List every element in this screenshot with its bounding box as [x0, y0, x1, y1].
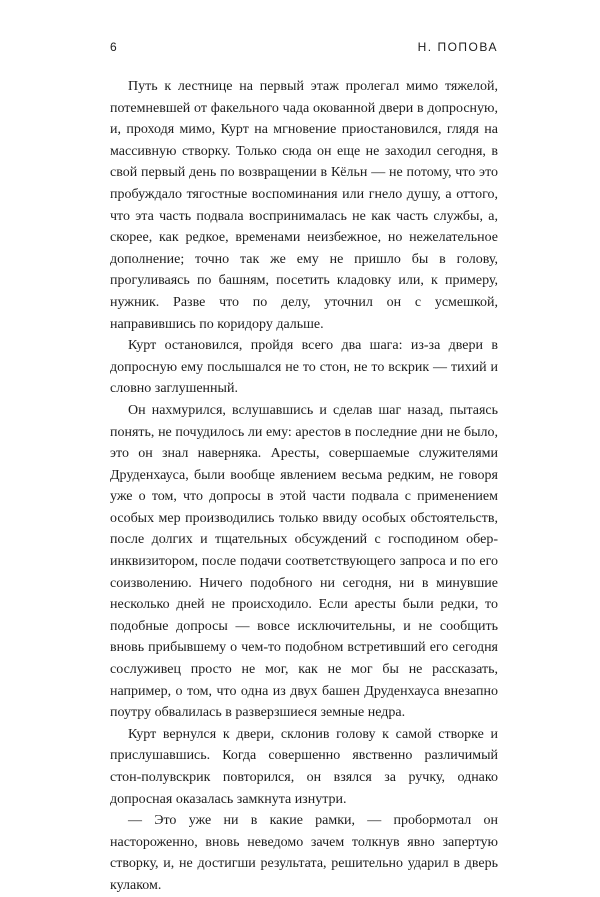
page-number: 6	[110, 40, 118, 54]
paragraph: — Это уже ни в какие рамки, — пробормотал он настороженно, вновь неведомо зачем толкнув явно запертую створку, и, не достигши результата, решительно ударил в дверь кулаком.	[110, 813, 498, 893]
page-body	[110, 76, 498, 897]
paragraph: Курт остановился, пройдя всего два шага: из-за двери в допросную ему послышался не то стон, не то вскрик — тихий и словно заглушенный.	[110, 338, 498, 397]
paragraph: Курт вернулся к двери, склонив голову к самой створке и прислушавшись. Когда совершенно явственно различимый стон-полувскрик повторился, он взялся за ручку, однако допросная оказалась замкнута изнутри.	[110, 726, 498, 807]
paragraph: Путь к лестнице на первый этаж пролегал мимо тяжелой, потемневшей от факельного чада окованной двери в допросную, и, проходя мимо, Курт на мгновение приостановился, глядя на массивную створку. Только сюда он еще не заходил сегодня, в свой первый день по возвращении в Кёльн — не потому, что это пробуждало тягостные воспоминания или гнело душу, а оттого, что эта часть подвала воспринималась не как часть службы, а, скорее, как редкое, временами неизбежное, но нежелательное дополнение; точно так же ему не пришло бы в голову, прогуливаясь по башням, посетить кладовку или, к примеру, нужник. Разве что по делу, уточнил он с усмешкой, направившись по коридору дальше.	[110, 79, 498, 332]
page-header	[110, 40, 498, 60]
paragraph: Он нахмурился, вслушавшись и сделав шаг назад, пытаясь понять, не почудилось ли ему: арестов в последние дни не было, это он знал наверняка. Аресты, совершаемые служителями Друденхауса, были вообще явлением весьма редким, не говоря уже о том, что допросы в этой части подвала с применением особых мер производились только ввиду особых обстоятельств, после долгих и тщательных обсуждений с господином обер-инквизитором, после подачи соответствующего запроса и по его соизволению. Ничего подобного ни сегодня, ни в минувшие несколько дней не происходило. Если аресты были редки, то подобные допросы — вовсе исключительны, и не сообщить вновь прибывшему о чем-то подобном встретивший его сегодня сослуживец просто не мог, как не мог бы не рассказать, например, о том, что одна из двух башен Друденхауса внезапно поутру обвалилась в разверзшиеся земные недра.	[110, 402, 498, 721]
running-head-author: Н. ПОПОВА	[417, 40, 498, 54]
